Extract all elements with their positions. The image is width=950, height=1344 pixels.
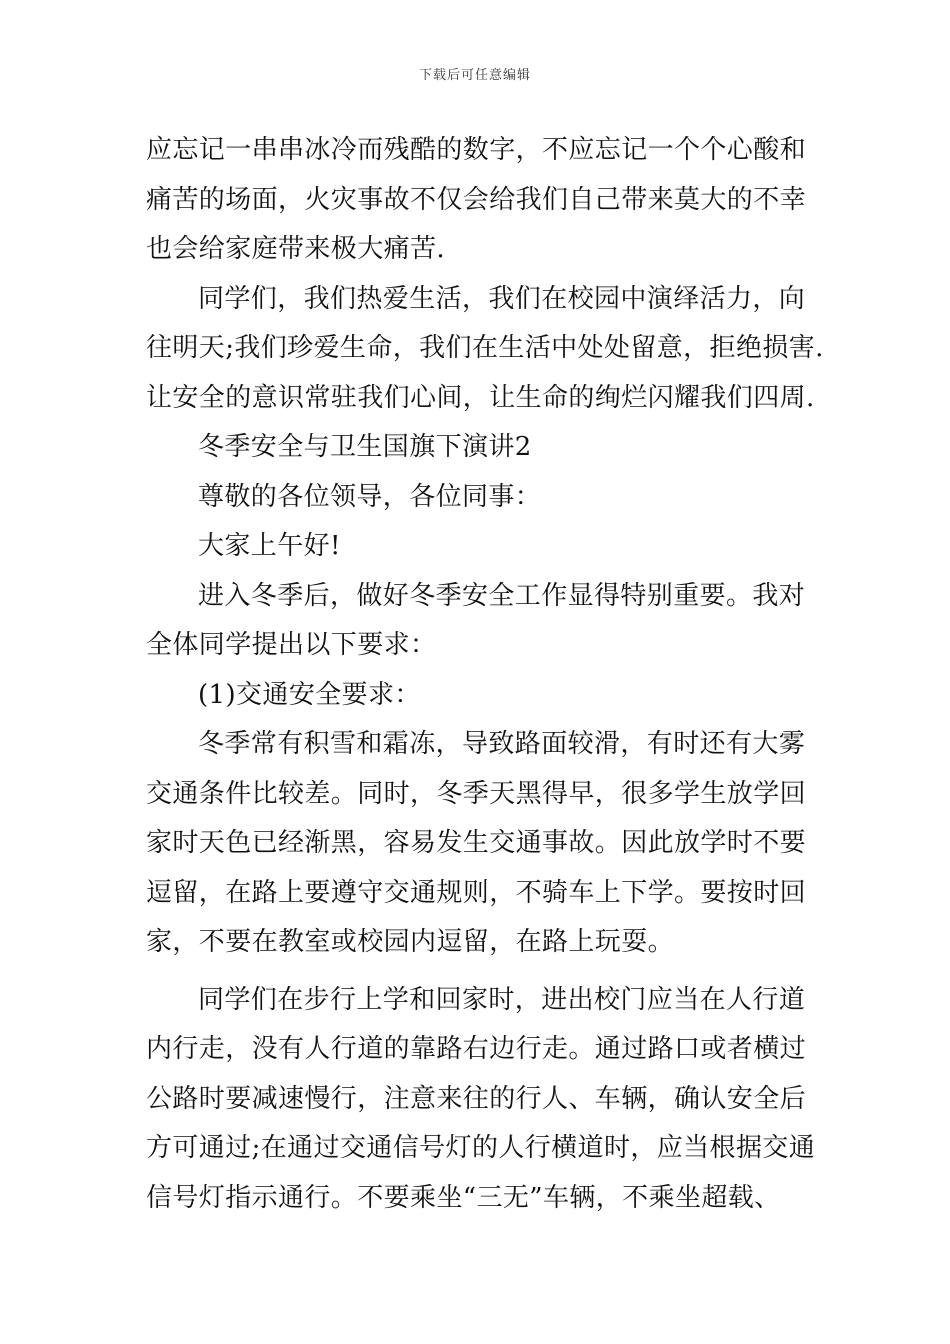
text-line: (1)交通安全要求：	[198, 679, 421, 710]
text-line: 大家上午好!	[198, 531, 341, 561]
page-header-note: 下载后可任意编辑	[418, 68, 531, 83]
text-line: 家时天色已经渐黑，容易发生交通事故。因此放学时不要	[146, 828, 807, 858]
paragraph-winter-traffic	[146, 720, 826, 968]
paragraph-intro	[146, 572, 826, 671]
text-line: 家，不要在教室或校园内逗留，在路上玩耍。	[146, 927, 675, 957]
text-line: 也会给家庭带来极大痛苦.	[146, 234, 446, 264]
section-heading-traffic	[146, 671, 826, 721]
greeting	[146, 522, 826, 572]
text-line: 冬季常有积雪和霜冻，导致路面较滑，有时还有大雾	[198, 729, 806, 759]
document-body	[146, 126, 826, 1223]
paragraph-2	[146, 275, 826, 424]
text-line: 让安全的意识常驻我们心间，让生命的绚烂闪耀我们四周.	[146, 382, 815, 413]
text-line: 尊敬的各位领导，各位同事：	[198, 481, 542, 512]
text-line: 同学们，我们热爱生活，我们在校园中演绎活力，向	[198, 283, 806, 314]
text-line: 应忘记一串串冰冷而残酷的数字，不应忘记一个个心酸和	[146, 135, 807, 165]
text-line: 方可通过;在通过交通信号灯的人行横道时，应当根据交通	[146, 1133, 816, 1163]
text-line: 进入冬季后，做好冬季安全工作显得特别重要。我对	[198, 580, 806, 611]
text-line: 全体同学提出以下要求：	[146, 630, 437, 660]
salutation	[146, 473, 826, 523]
paragraph-gap	[146, 968, 826, 976]
text-line: 同学们在步行上学和回家时，进出校门应当在人行道	[198, 984, 806, 1015]
text-line: 冬季安全与卫生国旗下演讲2	[198, 432, 532, 462]
text-line: 逗留，在路上要遵守交通规则，不骑车上下学。要按时回	[146, 877, 807, 908]
text-line: 内行走，没有人行道的靠路右边行走。通过路口或者横过	[146, 1034, 807, 1064]
text-line: 信号灯指示通行。不要乘坐“三无”车辆，不乘坐超载、	[146, 1182, 781, 1213]
text-line: 公路时要减速慢行，注意来往的行人、车辆，确认安全后	[146, 1083, 807, 1114]
paragraph-walking	[146, 976, 826, 1224]
text-line: 交通条件比较差。同时，冬季天黑得早，很多学生放学回	[146, 778, 807, 809]
paragraph-1	[146, 126, 826, 275]
speech-title	[146, 423, 826, 473]
text-line: 痛苦的场面，火灾事故不仅会给我们自己带来莫大的不幸	[146, 184, 807, 215]
text-line: 往明天;我们珍爱生命，我们在生活中处处留意，拒绝损害.	[146, 333, 824, 363]
